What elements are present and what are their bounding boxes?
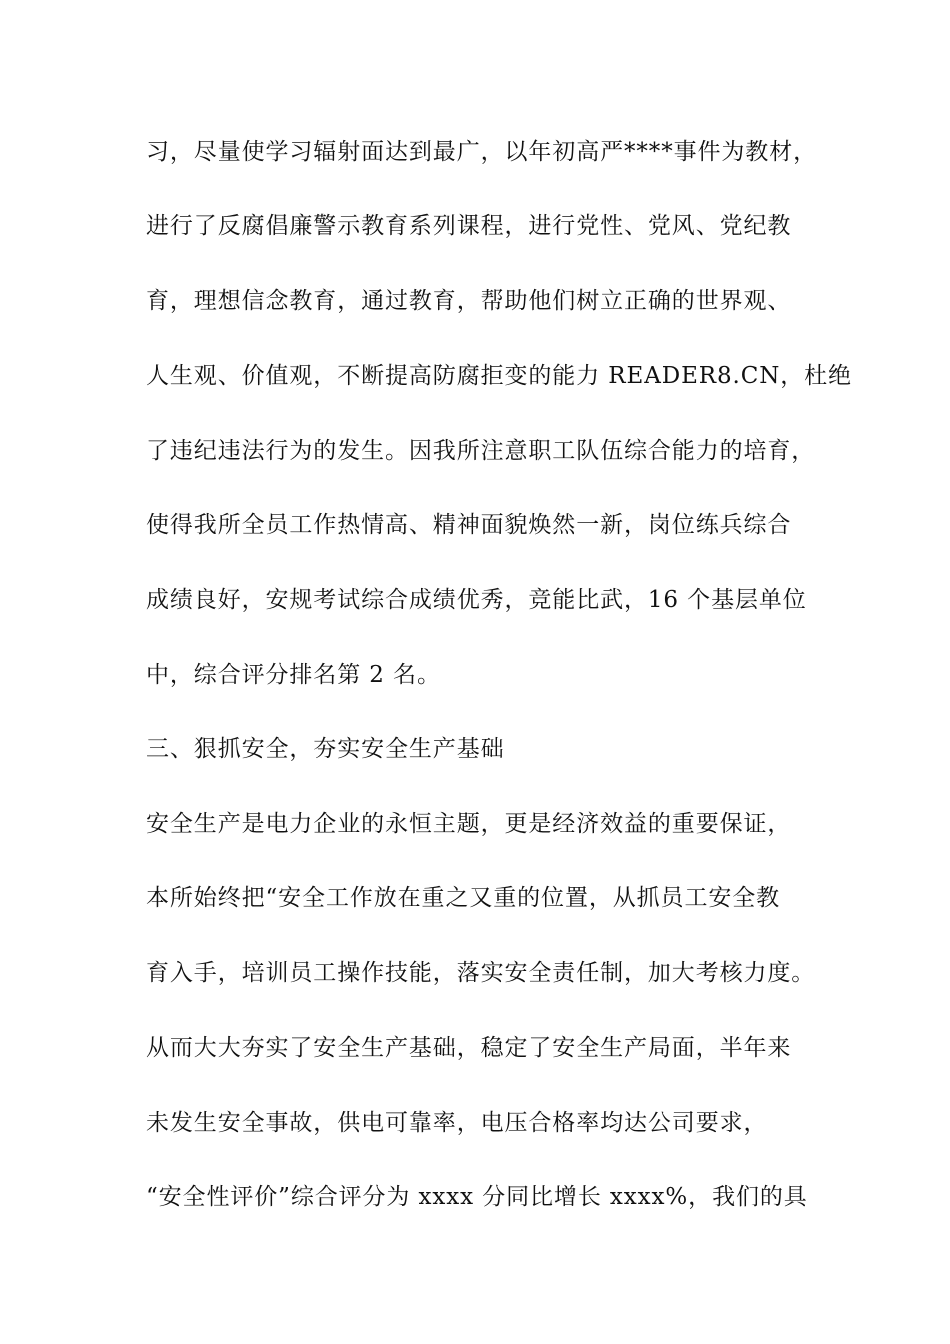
text-line: 进行了反腐倡廉警示教育系列课程，进行党性、党风、党纪教 — [146, 213, 792, 239]
text-line: 了违纪违法行为的发生。因我所注意职工队伍综合能力的培育， — [146, 438, 816, 464]
text-line: 未发生安全事故，供电可靠率，电压合格率均达公司要求， — [146, 1110, 768, 1136]
text-line: 本所始终把“安全工作放在重之又重的位置，从抓员工安全教 — [146, 885, 781, 911]
text-line: 育，理想信念教育，通过教育，帮助他们树立正确的世界观、 — [146, 288, 792, 314]
text-line: 安全生产是电力企业的永恒主题，更是经济效益的重要保证， — [146, 811, 792, 837]
text-line: 育入手，培训员工操作技能，落实安全责任制，加大考核力度。 — [146, 960, 816, 986]
text-line: 成绩良好，安规考试综合成绩优秀，竞能比武，16 个基层单位 — [146, 587, 807, 613]
text-line: 使得我所全员工作热情高、精神面貌焕然一新，岗位练兵综合 — [146, 512, 792, 538]
text-line: 中，综合评分排名第 2 名。 — [146, 662, 441, 688]
section-heading: 三、狠抓安全，夯实安全生产基础 — [146, 736, 505, 762]
text-line: 人生观、价值观，不断提高防腐拒变的能力 READER8.CN，杜绝 — [146, 363, 852, 389]
text-line: “安全性评价”综合评分为 xxxx 分同比增长 xxxx%，我们的具 — [146, 1184, 808, 1210]
text-line: 习，尽量使学习辐射面达到最广，以年初高严****事件为教材， — [146, 139, 817, 165]
text-line: 从而大大夯实了安全生产基础，稳定了安全生产局面，半年来 — [146, 1035, 792, 1061]
